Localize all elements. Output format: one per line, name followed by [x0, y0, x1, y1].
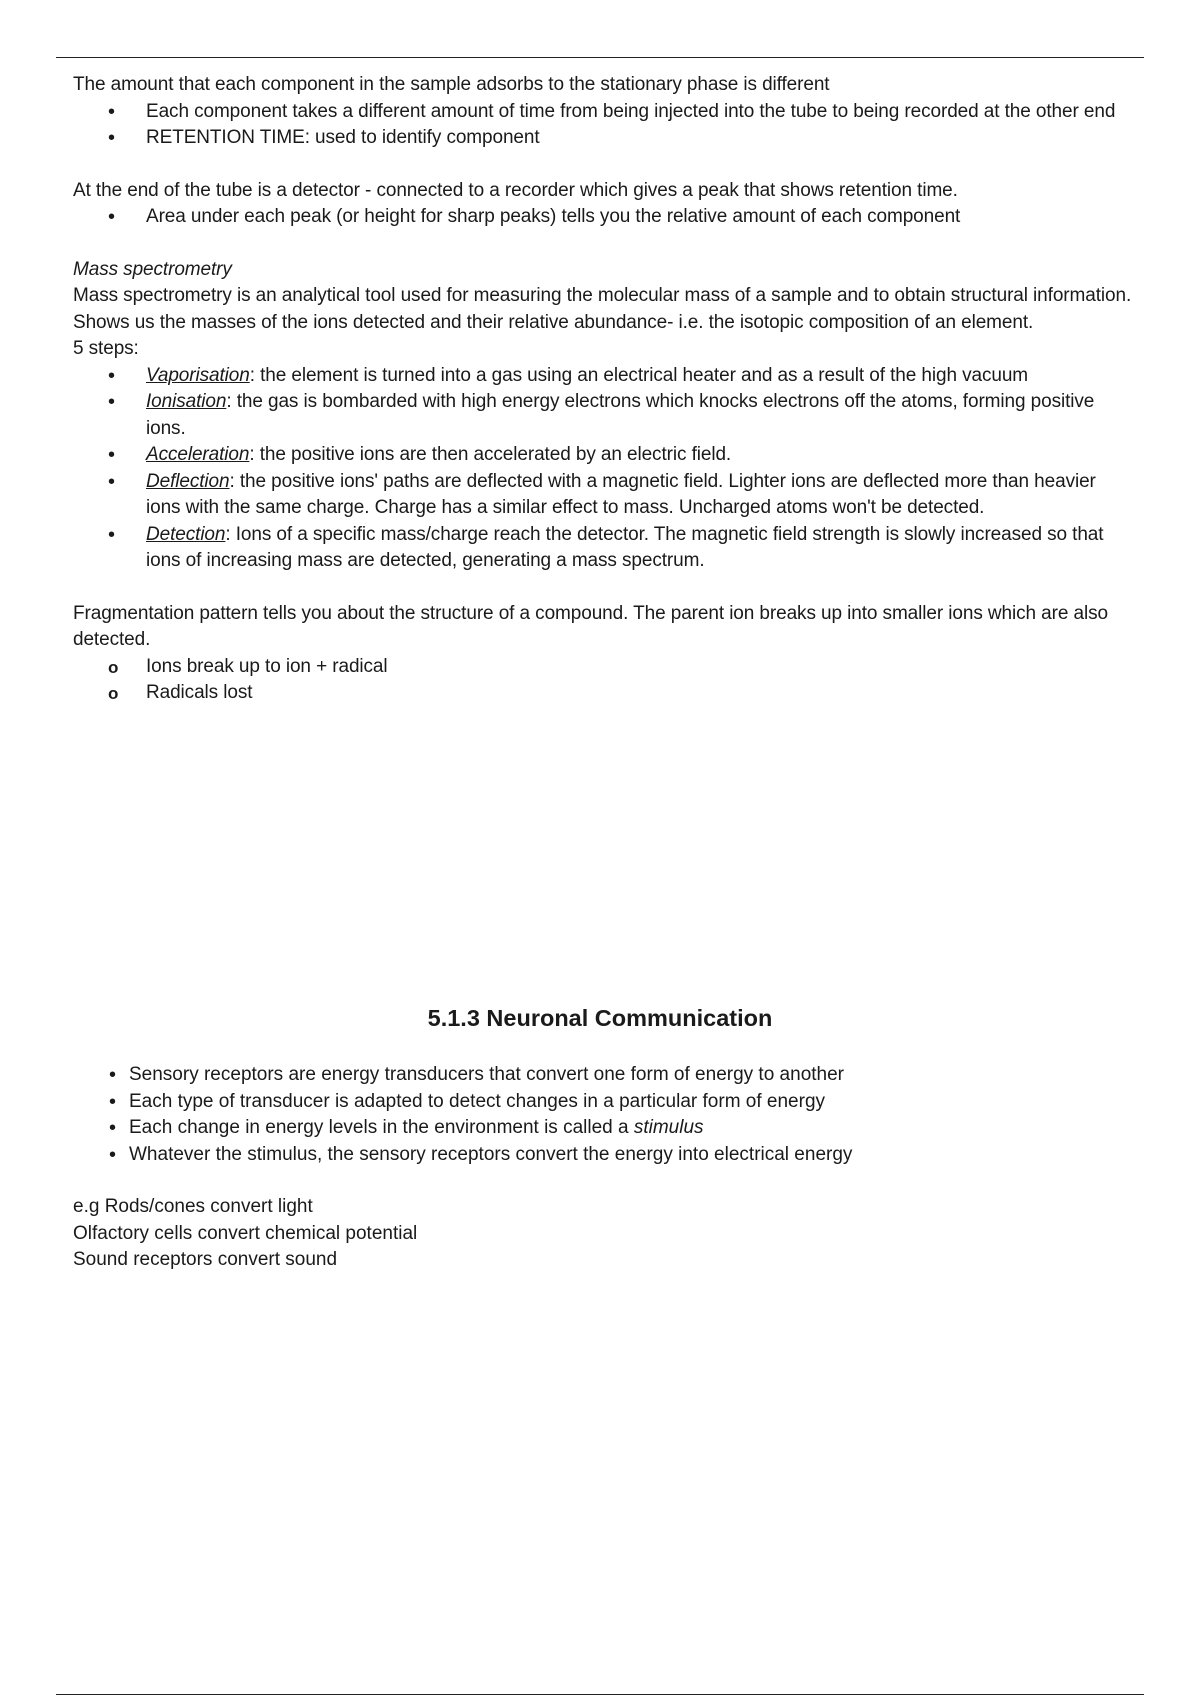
- bullet-list: [73, 1062, 1135, 1168]
- list-item: [73, 1142, 1135, 1169]
- subheading: [73, 257, 1135, 284]
- term: Detection: [146, 523, 226, 545]
- list-item: • Each component takes a different amount of time from being injected into the tube to being recorded at the other end: [73, 99, 1135, 126]
- list-item: [73, 389, 1135, 442]
- term: Vaporisation: [146, 364, 250, 386]
- circle-bullet-icon: o: [108, 684, 119, 703]
- steps-list: [73, 363, 1135, 575]
- term-text: : the element is turned into a gas using an electrical heater and as a result of the high vacuum: [249, 364, 1029, 386]
- paragraph: The amount that each component in the sample adsorbs to the stationary phase is different: [73, 74, 830, 95]
- list-item-text: Whatever the stimulus, the sensory receptors convert the energy into electrical energy: [129, 1143, 853, 1165]
- list-item: [73, 680, 1135, 707]
- list-item: [73, 1089, 1135, 1116]
- list-item: [73, 469, 1135, 522]
- example-line: e.g Rods/cones convert light: [73, 1196, 313, 1217]
- list-item: [73, 522, 1135, 575]
- term: Deflection: [146, 470, 230, 492]
- section-chromatography-ms: [73, 72, 1135, 707]
- section-heading: 5.1.3 Neuronal Communication: [427, 1005, 773, 1031]
- term: Ionisation: [146, 391, 227, 412]
- term: Acceleration: [146, 444, 250, 465]
- list-item: • RETENTION TIME: used to identify component: [73, 125, 1135, 152]
- bullet-list: [73, 204, 1135, 231]
- list-item-text: Ions break up to ion + radical: [146, 655, 388, 677]
- list-item: [73, 654, 1135, 681]
- circle-bullet-list: [73, 654, 1135, 707]
- list-item: [73, 363, 1135, 390]
- paragraph: Mass spectrometry is an analytical tool used for measuring the molecular mass of a sample and to obtain structural information. Shows us the masses of the ions detected and their relative abundance- i.e. the isotopic composition of an element.: [73, 285, 1132, 333]
- list-item: • Area under each peak (or height for sharp peaks) tells you the relative amount of each component: [73, 204, 1135, 231]
- term-text: : Ions of a specific mass/charge reach the detector. The magnetic field strength is slowly increased so that ions of increasing mass are detected, generating a mass spectrum.: [146, 523, 1104, 571]
- header-rule: [56, 57, 1144, 58]
- example-line: Sound receptors convert sound: [73, 1249, 338, 1270]
- list-item-text: Radicals lost: [146, 682, 253, 703]
- bullet-list: [73, 99, 1135, 152]
- term-text: : the positive ions are then accelerated by an electric field.: [249, 444, 732, 465]
- paragraph: At the end of the tube is a detector - connected to a recorder which gives a peak that shows retention time.: [73, 179, 958, 201]
- list-item: [73, 442, 1135, 469]
- paragraph: Fragmentation pattern tells you about the structure of a compound. The parent ion breaks up into smaller ions which are also detected.: [73, 602, 1108, 650]
- list-item: [73, 1115, 1135, 1142]
- footer-rule: [56, 1694, 1144, 1695]
- circle-bullet-icon: o: [108, 657, 119, 677]
- term-text: : the positive ions' paths are deflected with a magnetic field. Lighter ions are deflected more than heavier ions with the same charge. Charge has a similar effect to mass. Uncharged atoms won't be detected.: [146, 470, 1096, 518]
- subheading-text: Mass spectrometry: [73, 258, 232, 280]
- term-text: : the gas is bombarded with high energy electrons which knocks electrons off the atoms, forming positive ions.: [146, 391, 1095, 439]
- list-item: [73, 1062, 1135, 1089]
- emphasis: stimulus: [633, 1117, 704, 1138]
- example-line: Olfactory cells convert chemical potential: [73, 1222, 418, 1244]
- list-item-text: Sensory receptors are energy transducers that convert one form of energy to another: [129, 1064, 844, 1085]
- list-item-text: Each type of transducer is adapted to detect changes in a particular form of energy: [129, 1090, 826, 1112]
- section-neuronal: [73, 1062, 1135, 1274]
- list-item-text: Each change in energy levels in the environment is called a: [129, 1117, 634, 1138]
- steps-label: 5 steps:: [73, 338, 139, 359]
